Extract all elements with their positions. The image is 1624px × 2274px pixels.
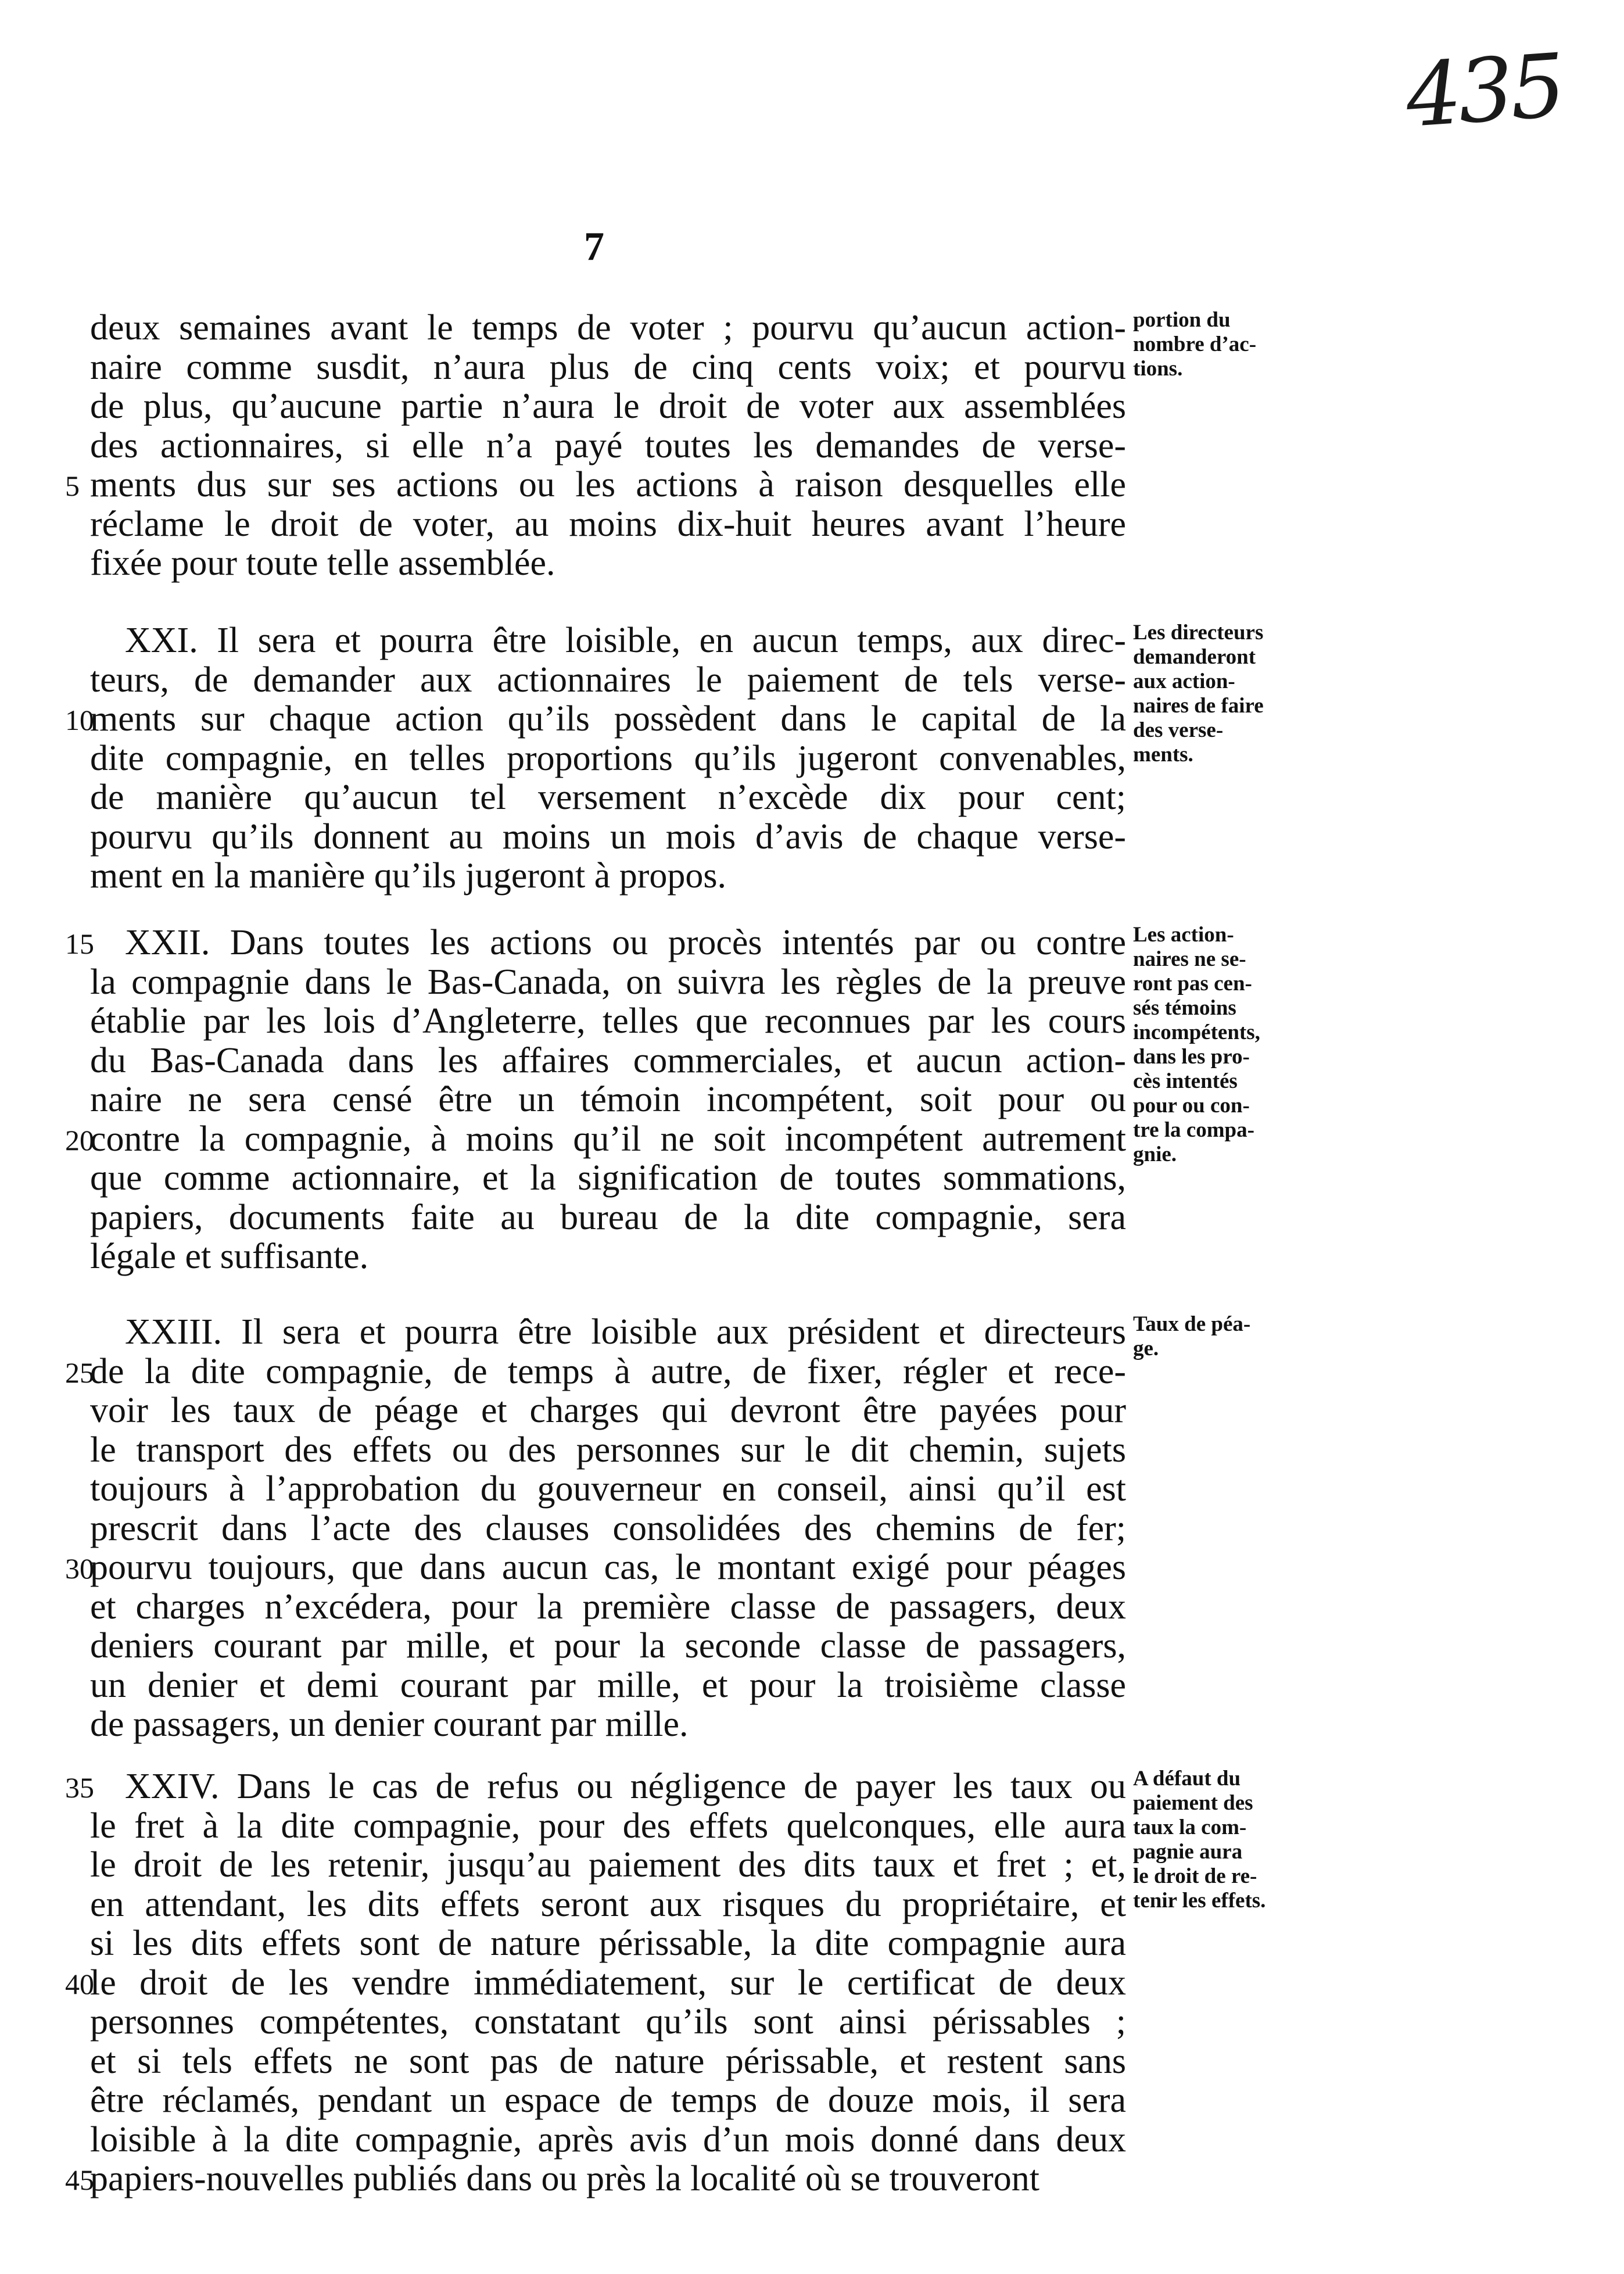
marginal-note-line: Les action-	[1133, 923, 1234, 947]
text-line: être réclamés, pendant un espace de temps de douze mois, il sera	[90, 2080, 1126, 2120]
text-line: XXI. Il sera et pourra être loisible, en aucun temps, aux direc-	[125, 621, 1126, 660]
marginal-note-1	[1133, 308, 1290, 381]
marginal-note-line: cès intentés	[1133, 1069, 1238, 1093]
text-line: que comme actionnaire, et la signification de toutes sommations,	[90, 1158, 1126, 1198]
line-number: 5	[65, 470, 80, 502]
text-line: ments sur chaque action qu’ils possèdent dans le capital de la	[90, 699, 1126, 739]
marginal-note-line: ge.	[1133, 1337, 1159, 1360]
marginal-note-line: Les directeurs	[1133, 621, 1264, 644]
line-number: 45	[65, 2164, 94, 2196]
text-line: XXIII. Il sera et pourra être loisible aux président et directeurs	[125, 1312, 1126, 1352]
line-number: 40	[65, 1968, 94, 2000]
text-line: des actionnaires, si elle n’a payé toutes les demandes de verse-	[90, 426, 1126, 465]
text-line: ments dus sur ses actions ou les actions à raison desquelles elle	[90, 465, 1126, 504]
marginal-note-line: tenir les effets.	[1133, 1889, 1266, 1913]
marginal-note-line: des verse-	[1133, 718, 1224, 742]
text-line: réclame le droit de voter, au moins dix-huit heures avant l’heure	[90, 504, 1126, 544]
marginal-note-defaut	[1133, 1767, 1290, 1913]
text-line: toujours à l’approbation du gouverneur en conseil, ainsi qu’il est	[90, 1469, 1126, 1509]
marginal-note-line: le droit de re-	[1133, 1864, 1257, 1888]
line-number: 15	[65, 927, 94, 960]
marginal-note-line: ments.	[1133, 743, 1193, 767]
text-line: fixée pour toute telle assemblée.	[90, 543, 555, 583]
marginal-note-taux	[1133, 1312, 1290, 1361]
text-line: de plus, qu’aucune partie n’aura le droit de voter aux assemblées	[90, 386, 1126, 426]
text-line: établie par les lois d’Angleterre, telles que reconnues par les cours	[90, 1001, 1126, 1041]
marginal-note-line: aux action-	[1133, 669, 1235, 693]
text-line: la compagnie dans le Bas-Canada, on suivra les règles de la preuve	[90, 962, 1126, 1002]
marginal-note-actionnaires	[1133, 923, 1290, 1167]
marginal-note-line: A défaut du	[1133, 1767, 1241, 1790]
text-line: deux semaines avant le temps de voter ; pourvu qu’aucun action-	[90, 308, 1126, 348]
text-line: ment en la manière qu’ils jugeront à propos.	[90, 856, 727, 896]
text-line: le droit de les vendre immédiatement, sur le certificat de deux	[90, 1963, 1126, 2003]
marginal-note-line: incompétents,	[1133, 1020, 1260, 1044]
marginal-note-line: taux la com-	[1133, 1815, 1247, 1839]
text-line: loisible à la dite compagnie, après avis d’un mois donné dans deux	[90, 2120, 1126, 2160]
text-line: en attendant, les dits effets seront aux risques du propriétaire, et	[90, 1885, 1126, 1924]
text-line: de la dite compagnie, de temps à autre, de fixer, régler et rece-	[90, 1352, 1126, 1391]
marginal-note-line: sés témoins	[1133, 996, 1236, 1020]
text-line: et charges n’excédera, pour la première classe de passagers, deux	[90, 1587, 1126, 1627]
text-line: dite compagnie, en telles proportions qu’ils jugeront convenables,	[90, 739, 1126, 778]
marginal-note-line: tions.	[1133, 357, 1183, 381]
text-line: et si tels effets ne sont pas de nature périssable, et restent sans	[90, 2042, 1126, 2081]
text-line: pourvu qu’ils donnent au moins un mois d’avis de chaque verse-	[90, 817, 1126, 857]
text-line: pourvu toujours, que dans aucun cas, le montant exigé pour péages	[90, 1548, 1126, 1587]
text-line: contre la compagnie, à moins qu’il ne soit incompétent autrement	[90, 1119, 1126, 1159]
text-line: deniers courant par mille, et pour la seconde classe de passagers,	[90, 1626, 1126, 1666]
marginal-note-line: Taux de péa-	[1133, 1312, 1251, 1336]
text-line: du Bas-Canada dans les affaires commerciales, et aucun action-	[90, 1041, 1126, 1080]
page-number: 7	[584, 224, 604, 269]
text-line: légale et suffisante.	[90, 1237, 369, 1276]
marginal-note-line: demanderont	[1133, 645, 1256, 669]
marginal-note-line: nombre d’ac-	[1133, 332, 1257, 356]
text-line: naire ne sera censé être un témoin incompétent, soit pour ou	[90, 1080, 1126, 1119]
line-number: 25	[65, 1356, 94, 1389]
text-line: prescrit dans l’acte des clauses consolidées des chemins de fer;	[90, 1509, 1126, 1548]
marginal-note-line: portion du	[1133, 308, 1231, 332]
line-number: 20	[65, 1124, 94, 1156]
text-line: un denier et demi courant par mille, et pour la troisième classe	[90, 1666, 1126, 1705]
text-line: de passagers, un denier courant par mille.	[90, 1704, 689, 1744]
marginal-note-line: dans les pro-	[1133, 1045, 1250, 1069]
marginal-note-line: paiement des	[1133, 1791, 1253, 1815]
text-line: naire comme susdit, n’aura plus de cinq cents voix; et pourvu	[90, 348, 1126, 387]
text-line: si les dits effets sont de nature périssable, la dite compagnie aura	[90, 1924, 1126, 1963]
text-line: XXII. Dans toutes les actions ou procès intentés par ou contre	[125, 923, 1126, 962]
marginal-note-line: ront pas cen-	[1133, 972, 1252, 995]
text-line: papiers-nouvelles publiés dans ou près la localité où se trouveront	[90, 2159, 1039, 2198]
text-line: teurs, de demander aux actionnaires le paiement de tels verse-	[90, 660, 1126, 700]
handwritten-folio-number: 435	[1403, 35, 1566, 148]
marginal-note-line: pour ou con-	[1133, 1094, 1250, 1118]
marginal-note-directeurs	[1133, 621, 1290, 767]
marginal-note-line: pagnie aura	[1133, 1840, 1243, 1864]
text-line: papiers, documents faite au bureau de la dite compagnie, sera	[90, 1198, 1126, 1237]
text-line: voir les taux de péage et charges qui devront être payées pour	[90, 1391, 1126, 1430]
marginal-note-line: gnie.	[1133, 1143, 1177, 1166]
marginal-note-line: naires ne se-	[1133, 947, 1246, 971]
marginal-note-line: naires de faire	[1133, 694, 1264, 718]
text-line: personnes compétentes, constatant qu’ils sont ainsi périssables ;	[90, 2002, 1126, 2042]
text-line: le transport des effets ou des personnes sur le dit chemin, sujets	[90, 1430, 1126, 1470]
line-number: 30	[65, 1552, 94, 1585]
text-line: XXIV. Dans le cas de refus ou négligence de payer les taux ou	[125, 1767, 1126, 1806]
text-line: de manière qu’aucun tel versement n’excède dix pour cent;	[90, 778, 1126, 817]
line-number: 10	[65, 704, 94, 736]
marginal-note-line: tre la compa-	[1133, 1118, 1254, 1142]
text-line: le droit de les retenir, jusqu’au paiement des dits taux et fret ; et,	[90, 1845, 1126, 1885]
text-line: le fret à la dite compagnie, pour des effets quelconques, elle aura	[90, 1806, 1126, 1846]
line-number: 35	[65, 1771, 94, 1804]
